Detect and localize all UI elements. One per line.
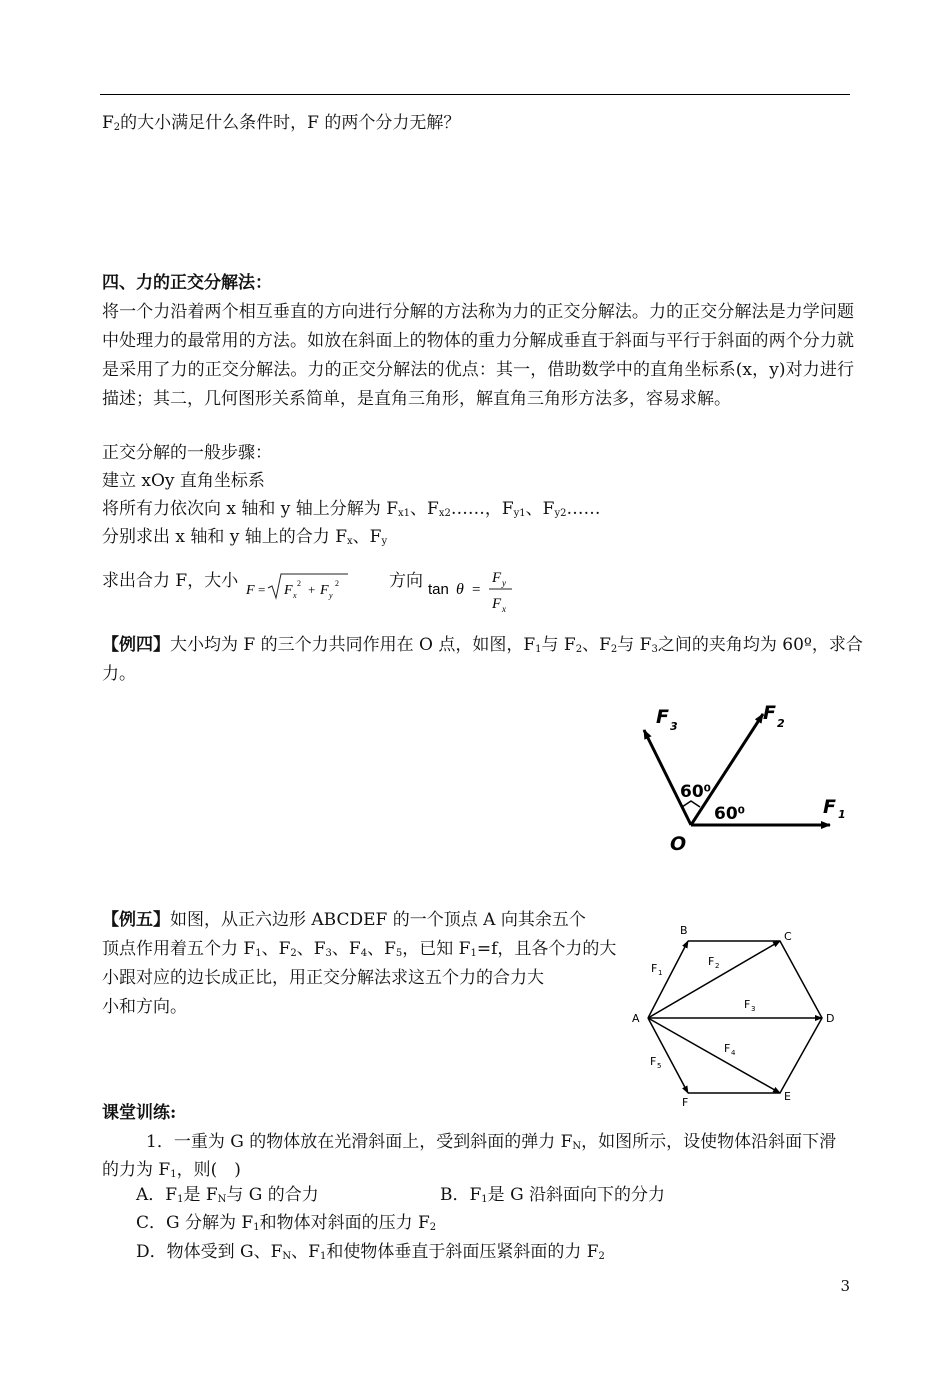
formula-fy-sub: y [329, 591, 333, 600]
option-a: A．$F_1$是 $F_N$与 G 的合力 [136, 1185, 319, 1205]
step-4-direction: 方向 [389, 571, 423, 591]
f3-sub: 3 [670, 720, 678, 733]
example-5-line-2: 顶点作用着五个力 $F_1$、$F_2$、$F_3$、$F_4$、$F_5$，已知 $F_1=f$，且各个力的大 [102, 939, 617, 959]
vertex-f: F [682, 1096, 689, 1108]
f2-label: F [763, 702, 776, 724]
practice-heading: 课堂训练: [102, 1103, 177, 1123]
f4-tag: F [724, 1042, 731, 1055]
formula-den-sub: x [502, 604, 506, 614]
f2-tag-sub: 2 [715, 962, 720, 970]
f1-label: F [823, 796, 836, 818]
angle-label-2: 60⁰ [714, 804, 746, 824]
example-5-line-1: 【例五】如图，从正六边形 ABCDEF 的一个顶点 A 向其余五个 [102, 910, 586, 930]
f5-tag: F [650, 1055, 657, 1068]
option-c: C．G 分解为 $F_1$和物体对斜面的压力 $F_2$ [136, 1213, 437, 1233]
formula-fx-sub: x [293, 591, 297, 600]
question-1-line-1: 1．一重为 G 的物体放在光滑斜面上，受到斜面的弹力 $F_N$，如图所示，设使物体沿斜面下滑 [146, 1132, 837, 1152]
f3-tag: F [744, 998, 751, 1011]
step-3: 分别求出 x 轴和 y 轴上的合力 $F_x$、$F_y$ [102, 527, 388, 547]
example-5-line-4: 小和方向。 [102, 997, 187, 1017]
formula-num-sub: y [502, 578, 506, 588]
formula-eq: = [258, 582, 266, 597]
formula-tan: tan [428, 581, 449, 598]
f1-tag: F [651, 962, 658, 975]
page-number: 3 [840, 1277, 850, 1295]
f1-sub: 1 [838, 808, 846, 821]
vertex-c: C [784, 930, 792, 943]
formula-fy-sq: 2 [335, 579, 339, 588]
header-rule [100, 94, 850, 95]
angle-label-1: 60⁰ [680, 782, 712, 802]
origin-label: O [670, 833, 687, 855]
f2-tag: F [708, 955, 715, 968]
option-d: D．物体受到 G、$F_N$、$F_1$和使物体垂直于斜面压紧斜面的力 $F_2$ [136, 1242, 605, 1262]
f3-arrow [644, 730, 691, 825]
example-4-line-2: 力。 [102, 664, 136, 684]
example-5-line-3: 小跟对应的边长成正比，用正交分解法求这五个力的合力大 [102, 968, 544, 988]
formula-num: F [492, 570, 502, 586]
f1-tag-sub: 1 [658, 969, 663, 977]
f5-tag-sub: 5 [657, 1062, 662, 1070]
formula-theta: θ [456, 581, 464, 598]
formula-f: F [246, 583, 255, 598]
option-b: B．$F_1$是 G 沿斜面向下的分力 [440, 1185, 666, 1205]
vertex-e: E [784, 1090, 791, 1103]
vertex-a: A [632, 1012, 640, 1025]
f4-tag-sub: 4 [731, 1049, 736, 1057]
f2-sub: 2 [777, 717, 785, 730]
formula-plus: + [308, 582, 316, 597]
example-4-line-1: 【例四】大小均为 F 的三个力共同作用在 O 点，如图，$F_1$与 $F_2$、$F_2$与 $F_3$之间的夹角均为 60º，求合 [102, 635, 863, 655]
step-1: 建立 xOy 直角坐标系 [102, 471, 265, 491]
step-4-magnitude: 求出合力 F，大小 [102, 571, 239, 591]
hexagon-diagram-example-5 [620, 918, 850, 1108]
question-1-line-2: 的力为 $F_1$，则( ) [102, 1160, 241, 1180]
section-heading: 四、力的正交分解法： [102, 273, 272, 293]
steps-title: 正交分解的一般步骤： [102, 443, 272, 463]
f3-tag-sub: 3 [751, 1005, 756, 1013]
vertex-d: D [826, 1012, 835, 1025]
formula-fx-sq: 2 [297, 579, 301, 588]
step-2: 将所有力依次向 x 轴和 y 轴上分解为 $F_{x1}$、$F_{x2}\dots\dots$，$F_{y1}$、$F_{y2}\dots\dots$ [102, 499, 601, 519]
formula-fy: F [320, 583, 329, 598]
question-f2: $F_2$的大小满足什么条件时，F 的两个分力无解？ [102, 113, 461, 133]
f3-label: F [656, 706, 669, 728]
magnitude-formula [244, 566, 354, 606]
formula-dir-eq: = [472, 582, 481, 598]
section-paragraph: 将一个力沿着两个相互垂直的方向进行分解的方法称为力的正交分解法。力的正交分解法是力学问题中处理力的最常用的方法。如放在斜面上的物体的重力分解成垂直于斜面与平行于斜面的两个分力就是采用了力的正交分解法。力的正交分解法的优点：其一，借助数学中的直角坐标系(x，y)对力进行描述；其二，几何图形关系简单，是直角三角形，解直角三角形方法多，容易求解。 [102, 302, 854, 409]
vertex-b: B [680, 924, 688, 937]
force-diagram-example-4 [620, 695, 860, 860]
direction-formula [426, 562, 526, 618]
formula-fx: F [284, 583, 293, 598]
formula-den: F [492, 596, 502, 612]
